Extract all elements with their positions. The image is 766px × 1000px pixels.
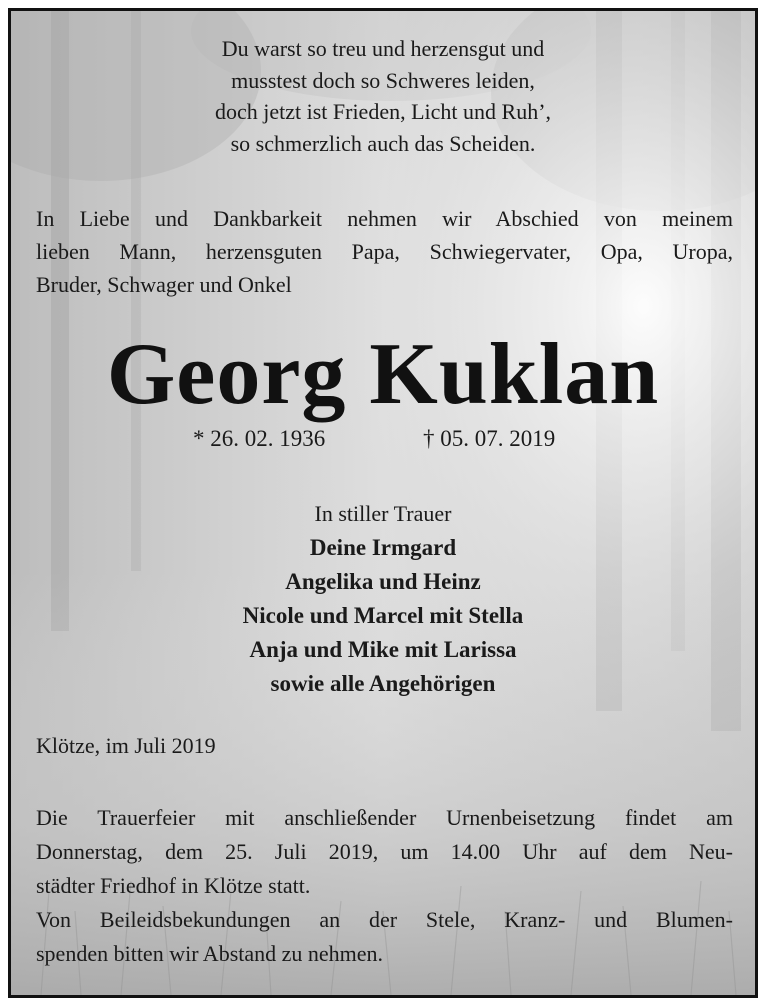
farewell-intro	[36, 202, 733, 301]
funeral-line: städter Friedhof in Klötze statt.	[36, 873, 311, 898]
poem-line: Du warst so treu und herzensgut und	[221, 36, 545, 61]
mourner-name: sowie alle Angehörigen	[270, 671, 496, 696]
memorial-poem	[11, 33, 755, 159]
poem-line: musstest doch so Schweres leiden,	[231, 67, 535, 93]
intro-line: In Liebe und Dankbarkeit nehmen wir Abschied von meinem	[36, 206, 733, 231]
funeral-line: Die Trauerfeier mit anschließender Urnenbeisetzung findet am	[36, 805, 733, 830]
intro-line: Bruder, Schwager und Onkel	[36, 272, 292, 297]
funeral-line: spenden bitten wir Abstand zu nehmen.	[36, 941, 384, 966]
death-date: † 05. 07. 2019	[423, 426, 556, 451]
mourners-heading: In stiller Trauer	[314, 501, 452, 526]
mourner-name: Anja und Mike mit Larissa	[249, 637, 517, 662]
deceased-name: Georg Kuklan	[106, 326, 660, 423]
mourner-name: Angelika und Heinz	[285, 569, 481, 594]
mourner-name: Nicole und Marcel mit Stella	[242, 603, 524, 628]
intro-line: lieben Mann, herzensguten Papa, Schwiegervater, Opa, Uropa,	[36, 239, 733, 264]
mourners-block	[11, 497, 755, 701]
poem-line: so schmerzlich auch das Scheiden.	[230, 130, 536, 156]
mourner-name: Deine Irmgard	[309, 535, 457, 560]
funeral-line: Von Beileidsbekundungen an der Stele, Kranz- und Blumen-	[36, 907, 733, 932]
poem-line: doch jetzt ist Frieden, Licht und Ruh’,	[214, 99, 552, 124]
place-and-date: Klötze, im Juli 2019	[36, 733, 216, 758]
birth-date: * 26. 02. 1936	[193, 426, 326, 451]
obituary-notice	[8, 8, 758, 998]
funeral-line: Donnerstag, dem 25. Juli 2019, um 14.00 Uhr auf dem Neu-	[36, 839, 733, 864]
funeral-details	[36, 801, 733, 971]
